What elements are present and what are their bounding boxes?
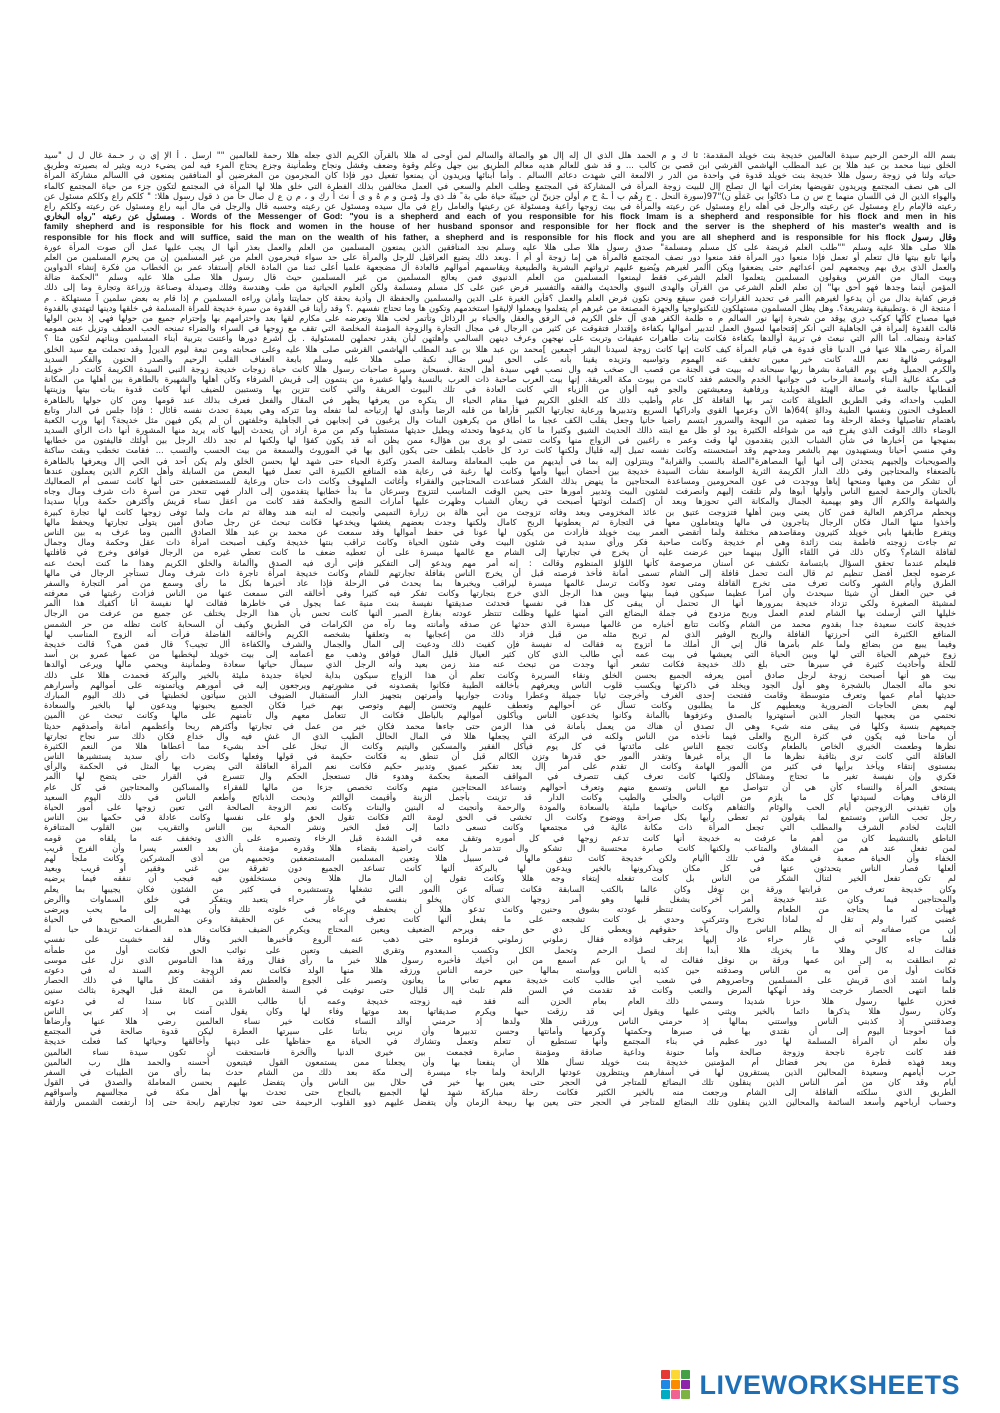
text-line: عرضوه لجعل أفضل تنظيم ثم قال ألنت تحمل قافلة إلى الشام تسمى أمانة فأخذ فرصته قبل أن يخرج الناس بقافلة تجارتهم للشام وكانت خديجة امرأة تاجرة ذات شرف ومال تستأجر الرجال في مالها — [44, 567, 956, 578]
text-line: الخلق نبينا محمد بن عبد هللا بن عبد المطلب الهاشمي القرشي ابن قصي بن كالب ... و قد شق للعالم هديه معالم الطريق بين جهل وعلم وقوة وضعف وفشل ونجاح وطمأنينة وجزع يحتاج المرء فيه لمن يضيء دربه ويثير له بصيرته وطريق — [44, 160, 956, 171]
text-line: خديجة كانت سعيدة جدا بقدوم محمد من الشام وكانت تتابع أخباره من غالمها ميسرة الذي حدثها عن صدقه وأمانته وما رآه من الكرامات في الطريق وكيف أن السحابة كانت تظله من حر الشمس — [44, 618, 956, 629]
text-line: بمنهجها من أخبارها في شأن الشباب الذين يتقدمون لها وقت وعمر ه راغبين في الزواج منها وكانت تتمنى لو يرى بين هؤالء ممن يظن أنه قد يكون كفؤا لها ولكنها لم تجد ذلك الرجل بين أولئك فاليفتون من خطابها — [44, 435, 956, 446]
text-line: فرض كفاية بدال من أن يدعوا لغيرهم األمر في تحديد القرارات فمن سيقع ونحن نكون فرض العلم والعمل ؟فأين الغيرة على الدين والمسلمين والحفظة ال وأذية بحقة كان حمايتنا وأمان وراءه المسلمين م إذا قام به بعض سلمين آ مستهلكة . م — [44, 292, 956, 303]
text-line: الى هي نصف المجتمع ويريدون تقويضها بعثرات أنها ال تصلح إال للبيت زوجة المرأة في المشاركة في المجتمع وطلب العلم والسعي في العمل مخالفين بذلك الفطرة التي خلق هللا لها المرأة في المجتمع لتكون جزء من حياة المجتمع كالماء — [44, 180, 956, 191]
text-line: جميعهم بنسبة وكلها في يبقى منه شيء وهي ال تصدق أن هناك من يعمل بأمانة في هذا الزمن حتى جاءها محمد فكان خير من عمل في تجارتها وأكثرهم ربحا وأعظمهم أمانة وأصدقهم حديثا — [44, 720, 956, 731]
text-line: لقافلة الشام؟ وكان ذلك في اللقاء األول بينهما حين عرضت عليه أن يخرج في تجارتها إلى الشام مع غالمها ميسرة على أن تعطيه ضعف ما كانت تعطي غيره من الرجال فوافق وخرج في قافلتها — [44, 547, 956, 558]
text-line: قالت القدوة إلمرأة في الجاهلية التي أنكر إقتحامها لسوق العمل لتدبير أموالها بكفاءة وإقتدار فتقوقت عن كثير من الرجال في مجال التجارة والزوجة المؤمنة المخلصة التي تقف مع زوجها في السراء والضراء تمنحه الحب العطف وتزيل عنه همومه — [44, 323, 956, 334]
text-line: الخفاء وأن الحياة صعبة في مكة في تلك األيام ولكن خديجة كانت تنفق مالها في سبيل هللا وتعين المسلمين المستضعفين وتحميهم من أذى المشركين وكانت ملجأ لهم — [44, 852, 956, 863]
text-line: وصدقتني إذ كذبني الناس وواستني بمالها إذ حرمني الناس ورزقني هللا ولدها إذ حرمني أوالد النساء فكانت خير نساء العالمين رضي هللا عنها وأرضاها — [44, 1015, 956, 1026]
text-line: زوج خيرهم الحياة التي لها وبين الحياة التي يعيشها في بيت عمه أبي طالب الذي كان كثير العيال قليل المال فوافق وذهب مع أعمامه إلى بيت خويلد ليخطبها من عمها عمرو بن أسد — [44, 649, 956, 660]
text-line: الطرق وأيام الشهر وكانت تعرف متى تخرج القافلة ومتى تعود وكانت ترسل غالمها ميسرة ليراقب ويخبرها بما يحدث في الرحلة فإذا عاد أخبرها بكل ما رأى وسمع من أمر التجارة والسفر — [44, 577, 956, 588]
text-line: لمن تفعل عند هم من المشاق والمتاعب ولكنها كانت صابرة محتسبة ال تشكو وال تتذمر بل كانت راضية بقضاء هللا وقدره مؤمنة بأن بعد العسر يسرا وأن الفرج قريب — [44, 842, 956, 853]
text-line: وكان رسول هللا يذكرها دائما بالخير ويثني عليها ويقول إني قد رزقت حبها ويكرم صديقاتها بعد موتها وفاء لها وكان يقول آمنت بي إذ كفر بي الناس — [44, 1005, 956, 1016]
text-line: أن تشكر من وهبها ومنحها إياها ووجدت في عون المحرومين ومساعدة المحتاجين ما ينهض بذلك الشكر فساعدت المحتاجين والفقراء وأغاثت الملهوف وكانت ذات حنان ورعاية للمستضعفين حتى أنها كانت تسمى أم الصعاليك — [44, 476, 956, 486]
logo-square — [681, 1370, 690, 1379]
text-line: بيت هو أنها أصبحت زوجة لرجل صادق أمين يعرفه الجميع بحسن الخلق ونقاء السريرة وكانت تعلم أن هذا الزواج سيكون بداية لحياة جديدة مليئة بالخير والبركة فحمدت هللا على ذلك — [44, 669, 956, 680]
text-line: تم جاءت زوجته فاطمة بنت زائدة وهي أم خديجة وكانت صاحبة فكر ورأي سديد في شئون البيت وفي شئون الحياة وكانت تراقب بنتها خديجة وكيف أصبحت امرأة ذات عقل وحكمة ومال وجمال — [44, 537, 956, 548]
text-line: فحزن عليها رسول هللا حزنا شديدا وسمي ذلك العام بعام الحزن ألنه فقد فيه زوجته خديجة وعمه أبا طالب اللذين كانا سندا له في دعوته — [44, 995, 956, 1006]
text-line: غضبي كثيرا ولم تقل له لماذا تخرج وتتركني وحدي بل كانت تشجعه على ما يفعل ألنها كانت تعرف أنه يبحث عن الحقيقة وعن الطريق الصحيح في الحياة — [44, 914, 956, 925]
text-line: وأنها تابع بيتها فال تتعلم أو تعمل فإذا منعوا دور المرأة فقد منعوا دور نصف المجتمع فالمرأة هي إما زوجة أو أم أ .وبعد ذلك يضيع العراقيل للرجل والمرأة على حد سواء فيحرمون العلم من غير المسلمين إن من يحرم المسلمين من العلم — [44, 251, 956, 262]
text-line: يستحق المرأة والنساء كأن هي أن تتواصل مع الناس وتسمع منهم وتعرف أحوالهم وتساعد المحتاجين منهم وكانت تخصص جزءا من مالها للفقراء والمساكين والمحتاجين في كل عام — [44, 781, 956, 792]
text-line: الثابت لخادم الشرف والمطلب التي تجعل المرأة ذات مكانة عالية في مجتمعها وكانت تسعى دائما إلى فعل الخير ونشر المحبة بين الناس والتقريب بين القلوب المتنافرة — [44, 822, 956, 833]
text-line: وكان خديجة تعرف من قرابتها ورقة بن نوفل وكان عالما بالكتب السابقة فكانت تسأله عن األمور التي تشغلها وتستشيره في كثير من الشئون فكان يجيبها بما يعلم — [44, 883, 956, 894]
text-line: وبعد فهذه قطرة من بحر فضائل أم المؤمنين خديجة بنت خويلد نسأل هللا أن ينفعنا بها وأن يجعلنا ممن يستمعون القول فيتبعون أحسنه والحمد هلل رب العالمين — [44, 1056, 956, 1067]
text-line: والشهامة والكرم أال وهو بهيمية الجمال والمكانة التي تحوزها وبعد أن إكتملت أنوثتها أصبحت في ريعان الشباب وظهرت عليها أمارات النضج والحكمة فقد كانت من أعقل نساء قريش وأكثرهن حكمة ورأيا سديدا — [44, 496, 956, 507]
brand-name: LIVEWORKSHEETS — [699, 1369, 960, 1400]
text-line: رجل تحب الناس وتستمع لما يقولون ثم تعطي رأيها بكل صراحة ووضوح وكانت ال تخشى في الحق لومة الئم فكانت تقول الحق ولو على نفسها وكانت عادلة في حكمها بين الناس — [44, 812, 956, 823]
text-line: responsible for his flock and will suffice, said the man on the wealth of his father, a shepherd and is responsible for his flock and you are all shepherd and is responsible for his flock وقال رسول — [44, 231, 956, 242]
text-line: نحو ماله الجمال بالشجرة وهو أول الجود ويخلد في ذاكرتها ويكسب قلوب الناس ويعرفهم بأخالقه الطيبة فكانوا يقصدونه في مشورتهم ويرجعون إليه في أمورهم ويأتمنونه على أموالهم وأسرارهم — [44, 679, 956, 690]
text-line: للحلة وأحاديث كثيرة في سيرها حتى بلغ ذلك خديجة فكانت تشعر أنها وجدت من تبحث عنه منذ زمن بعيد وأنه الرجل الذي سيمأل حياتها سعادة وطمأنينة ويحمي مالها ويرعى أوالدها — [44, 659, 956, 670]
text-line: العاقلة التي كانت ترى بثاقبة نظرها ما ال يراه غيرها وتقدر األمور حق قدرها وتزن الكالم قبل أن تنطق به فكانت حكيمة في قولها وفعلها وكانت ذات رأي سديد يستشيرها الناس — [44, 751, 956, 762]
article-text-block — [44, 150, 956, 1335]
text-line: ألعلها فصار الناس يتحدثون عنها في كل مكان ويذكرونها بالخير ويدعون لها بالبركة ألنها كانت تساعد الجميع دون تفرقة بين غني وفقير أو قريب وبعيد — [44, 863, 956, 874]
text-line: إن من صفاته أنه ال يظلم الناس وال يأخذ حقوقهم ويعطي كل ذي حق حقه ويرحم الضعيف ويعين المحتاج ويكرم الضيف فكانت هذه الصفات تزيدها حبا له — [44, 924, 956, 935]
text-line: المؤمن أينما وجدها فهو أحق بها" إن تعلم العلم الشرعي من القرآن والهدى النبوي والحديث والفقه والتفسير فرض عين على كل مسلم ومسلمة ولكن العلوم الحياتية من طب وهندسة وفلك وصيدلة وصناعة وزراعة وتجارة وما إلى ذلك — [44, 282, 956, 293]
text-line: فما أحوجنا اليوم إلى أن نقتدي بها في صبرها وحكمتها وكرمها وأمانتها وحسن تدبيرها وأن نربي بناتنا على سيرتها العطرة ليكن قدوة صالحة في المجتمع — [44, 1026, 956, 1037]
text-line: خليلها التي أرسلت بها الشام لعدم العمل وربح مزدوج في جملة البضائع التي أمنها عليها وظلت تنتظر عودته بفارغ الصبر ألنها كانت تحس بأن هذا الرجل يختلف عن جميع من عرفت من الرجال — [44, 608, 956, 619]
text-line: لمشيئة الصغيرة ولكي تزداد خديجة بمرورها أنها ال تحتمل أن يبقى كل هذا في نفسها فحدثت صديقتها نفيسة بنت منية عما يجول في خاطرها فقالت لها نفيسة أنا أكفيك هذا األمر — [44, 598, 956, 609]
text-line: فقالت له كال وهللا ما يخزيك هللا أبدا إنك لتصل الرحم وتحمل الكل وتكسب المعدوم وتقري الضيف وتعين على نوائب الحق فكانت أول من طمأنه — [44, 944, 956, 955]
text-line: ومسئول عن رعيته "رواه البخاري . Words of the Messenger of God: "you is a shepherd and each of you responsible for his flock Imam is a shepherd and responsible for his flock and men in his — [44, 211, 956, 222]
text-line: نظرها وطعمت الخيري الخاص بالطعام وكانت تجمع الناس على مائدتها في كل يوم فيأكل الفقير والمسكين واليتيم وكانت ال تبخل على أحد بشيء مما أعطاها هللا من النعم الكثيرة — [44, 740, 956, 751]
text-line: بسم الله الرحمن الرحيم سيدة العالمين خديجة بنت خويلد المقدمة: ئا ك و م الحمد هلل الذي ال إله إال هو والصالة والسالم لمن أوحى له هللا بالقرآن الكريم الذي جعله هللا رحمة للعالمين "" ارسل . أ الإ إي ن ر حـمة غال ل ل "سيد — [44, 150, 956, 160]
text-line: الناطق بالتنشيط كان من أهم ما عرفت به خديجة أنها كانت تدعم زوجها في كل أموره وتقف معه في الشدة قبل الرخاء وتصبره على األذى وتخفف عنه ما يلقاه من قومه — [44, 832, 956, 843]
text-line: فهيأت له ما يحتاجه من الطعام والشراب وكانت تنتظر عودته بشوق وحنين وكانت تدعو هللا أن يحفظه ويرعاه في خلوته تلك وأن يهديه إلى ما يحب ويرضى — [44, 903, 956, 914]
text-line: فلما انتهى الحصار خرجت وقد أنهكها المرض والتعب وكانت قد تقدمت في السن فلم تلبث إال قليال حتى توفيت في السنة العاشرة من البعثة قبل الهجرة بثالث سنين — [44, 985, 956, 996]
text-line: المرأة رضي هللا عنها في الدنيا فأي قدوة هي قيام المرأة كيف كانت إنها كانت زوجة لسيدنا البشر أجمعين ]محمد بن عبد هللا بن عبد المطلب الهاشمي القرشي صلى هللا عليه وعلى صحابته ومن تبعة ليوم الدين[ وقد تحملت مع سيد الخلق — [44, 343, 956, 354]
text-line: وحساب أرباحهم وأسعد السائمة والمحالين الذين ينقلون تلك البضائع للمتاجر في الحجر حتى يعين بها ربيحة الزمان وأن يتفضل عليهم ذوو القلوب الرحيمة حتى تعود تجارتهم رابحة حتى إذا أرتفعت الشمس وازلقة — [44, 1097, 956, 1108]
text-line: الطريق الذي سلكته القافلة إلى الشام ورجعت منه بالخير الكثير فكانت رحلة مباركة شهد لها الجميع بالنجاح حتى تحدث بها أهل مكة في مجالسهم وأسواقهم — [44, 1087, 956, 1098]
text-line: المنافع الكثيرة التي أحرزتها القافلة والربح الوفير الذي لم تربح مثله من قبل فزاد ذلك من إعجابها به وتعلقها بشخصه الكريم وأخالقه الفاضلة فرأت أنه الزوج المناسب لها — [44, 628, 956, 639]
text-line: ولما اشتد أذى قريش على المسلمين وحاصروهم في شعب أبي طالب كانت خديجة معهم تعاني ما يعانون وتصبر على الجوع والعطش وقد أنفقت كل مالها في ذلك الحصار — [44, 975, 956, 986]
logo-square — [681, 1380, 690, 1389]
text-line: فقد كانت تاجرة ناجحة وزوجة صالحة وأما حنونة وداعية صادقة ومؤمنة صابرة فجمعت بين خيري الدنيا واآلخرة فاستحقت أن تكون سيدة نساء العالمين — [44, 1046, 956, 1057]
text-line: والمحتاجين فيما وكان عند خديجة أمر آخر يشغل قلبها وهو أمر زوجها الذي كان يخلو بنفسه في غار حراء يتعبد ويتفكر في خلق السماوات واألرض — [44, 893, 956, 904]
text-line: حديثها أمام عمها وتعرف متوسطة وقامت ففتحت إحدى الغرف وأخرجت ثيابا جميلة وعطرا ونادت جواريها وأمرتهن بتجهيز الدار ألستقبال الضيوف الذين سيأتون لخطبتها في ذلك اليوم المبارك — [44, 689, 956, 700]
text-line: والهواء الذين ال في اللسان منهما ح س ن مـا ذكاتُوا بي عَمَلُو ن)"97(سورة النحل . ح رهُم بِ أ ـهُ ح م أولن جزينّ لن حيينّة حياة طي بة ً فلـ ذي ولـ ؤمـن و م هُ و ى أ نث أ ركٍ و ، م ن ع ل صال حاً من ذ قول رسول هللا: " كلكم راع وكلكم مسئول عن — [44, 190, 956, 201]
text-line: فليعلم عندما تحقق السؤال بابتسامة تكشف عن أسنان مرصوصة كأنها اللؤلؤ المنظوم وقالت : إنه أمر مهم ويدعو إلى التفكير فإني أرى فيه الصدق واألمانة والخلق الكريم وهذا ما كنت أبحث عنه — [44, 557, 956, 568]
text-line: الهوشي فالهة نعم الله كانت خير معين تخفف عنه الهموم وتواسيه وتزيده يقينا بأنه على الحق ليس ضاال نكبة صلى هللا عليه وسلم بابعة العفاف القلب الرحيم والصدر الحنون والفكر السديد — [44, 353, 956, 364]
text-line: بمستوى إنتقاء ويأخذ برأيها في كثير من األمور الهامة وكانت ال تقدم على أمر إال بعد تفكير عميق وتدبير حكيم فكانت نعم المرأة العاقلة التي يضرب بها المثل في الحكمة والرأي — [44, 761, 956, 772]
text-line: ويحطم مراكزهم العالية فمن كان يعني وبين أهلها فتزوجت عتيق بن عائذ المخزومي وبعد وفاته تزوجت من أبي هالة بن زرارة التميمي وأنجبت له ابنه هند وهالة ثم مات ولما توفى زوجها كانت لها تجارة كبيرة — [44, 506, 956, 517]
text-line: وفيما يبيع من بضائع ولما علم بأمرها قال إني ال أملك ما أتزوج به فقالت له نفيسة فإن كفيت ذلك ودعيت إلى المال والجمال والشرف والكفاءة أال تجيب؟ قال فمن هي؟ قالت خديجة — [44, 639, 956, 649]
text-line: وفي منسي أحيانا ويستهيدون بهم بالشعر ومدحهم وقد استحسنته وكانت نفسه تميل إليه قليال ولكنها كانت ترد كل خاطب بلطف حتى يكون أليق بها في الموروث والسمعة من بيت الحسب والنسب ... فقامت تخطب وبقت ساكنة — [44, 445, 956, 456]
text-line: لهم بعض الحاجات الضرورية ويعطيهم كل ما يطلبون وكانت تسأل عن أحوالهم وتعطف عليهم وتحسن إليهم وتوصي بهم خيرا فكان الجميع يحبونها ويدعون لها بالخير والسعادة — [44, 700, 956, 711]
text-line: فيها مصباح كأنّها كوكب دري يوقد من شجرة إنها نور السالم م ه ظلمة الكفر هدى آل خلق الكريم في الرفق والعقل والحياء بر الرذائل وتأتمر لحب هللا وتعرضه على مكارم لقها بعد واحترامهم بها وإحترام جميع من حولها فهي إذ بدين الولها — [44, 313, 956, 323]
text-line: وأن نعلم أن المرأة المسلمة لها دور عظيم في بناء المجتمع وأنها تستطيع أن تتعلم وتعمل وتشارك في الحياة مع حفاظها على دينها وأخالقها وحيائها كما فعلت خديجة — [44, 1036, 956, 1047]
text-line: حرب أيامهم وسعيدة المحالين الذين يستقرون لها في أسفارهم وينتظرون عودتها الرابحة ولما جاء ميسرة إلى مكة بعد ذلك من الشام حدث بما رأى من الطيبات في السفر — [44, 1066, 956, 1077]
logo-square — [681, 1390, 690, 1399]
text-line: فكري وإن نفيسة تغير ما تحتاج ومشاكل ولكنها كانت تعرف كيف تتصرف في المواقف الصعبة بحكمة وهدوء فال تستعجل الحكم وال تتسرع في القرار حتى يتضح لها األمر — [44, 771, 956, 782]
logo-square — [671, 1370, 680, 1379]
text-line: العطوف الحنون ونفسها الطيبة ودالةٍ )64(ها الأن وعزمها القوي وادراكها السريع وتدبيرها ورعاية تجارتها الكبير فأراها من قلبه الرضا وأبدى لها إرتياحه لما تفعله وما تتركه وهي بعيدة تحدث نفسه قائال : فإذا جلس في الدار وتابع — [44, 404, 956, 415]
text-line: لم تكن تفعل الخير لتنال الشكر من الناس بل كانت تفعله إبتغاء وجه هللا وكانت تقول إن المال مال هللا ونحن مستخلفون فيه فيجب أن ننفقه فيما يرضيه — [44, 873, 956, 884]
text-line: والصويحبات وإلجيهم يتحدثن إلى أنها أيها المصاهرة"الصلة بالنسب والقرابة" وينتزلون إليه بما في أيديهم من طيب المعاملة وسالمة الصدر وكثرة الحياء حتى شهد لها بحسن الخلق ولم يكن أحد في الحي إال ويعرفها بالطاهرة — [44, 455, 956, 466]
text-line: وبيت المال من الفرس ويقولون المسلمين يتعلموا العلم الشرعي فقط ليمنعوا المسلمين من العلم الدنيوي فمن يعالج المسلمين من غير المسلمين حيث قال رسول هللا صلى هللا عليه وسلم "الحكمة ضالة — [44, 272, 956, 283]
text-line: باهتمام تفاصيلها وخطة الرحلة وما تضفيه من البهجة والسرور ابتسم راضيا حانيا وجعل يقلب الكف عجبا ما أطاق من يكرهون البنات وال يرغبون في إنجابهن في الجاهلية وخلفتهن أن لم يكن فيهن مثل خديجة؟ إنها ورب الكعبة — [44, 414, 956, 425]
text-line: family shepherd and is responsible for his flock and women in the house of her husband sponsor and responsible for her flock and the server is the shepherd of his master's wealth and is — [44, 221, 956, 232]
text-line: والكرم الجميل وفي يوم القيامة بشرها ربها سبحانه له ببيت في الجنة من قصب ال صخب فيه وال نصب فهي سيدة أهل الجنة .فسبحان وسيرة صاحبات رسول هللا كانت حياة زوجات خديجة زوجة النبي السيدة الكريمة كانت دار خويلد — [44, 363, 956, 374]
text-line: ويتفرع طابقها بابي خويلد كثيرون ومقاصدهم مختلفة ولما أتقضي العمر بيت خويلد فأرادت من يكون لها عونا في حفظ أموالها وقد سمعت عن محمد بن عبد هللا الصادق األمين وما عرف به بين الناس — [44, 526, 956, 537]
logo-square — [661, 1370, 670, 1379]
text-line: هللا صلى هللا عليه وسلم ""طلب العلم فريضة على كل مسلم ومسلمة" صدق رسول هللا صلى هللا عليه وسلم نجد المنافقين الذين يمنعون المسلمين من العلم والعمل بعذر أنها ال يجب عليها عمل ألن صوت المرأة عورة — [44, 241, 956, 252]
text-line: الطيب واحداثه وفي الطريق الطويلة كانت تمر بها القافلة كل عام وأطيب ذلك كله الخلق الكريم فيها مقام الحياء ال ينكره من يعرفها يظهر في المقال والفعل فعرف بذلك عند قومها ومن كان حولها بالطاهرة — [44, 394, 956, 405]
logo-square — [671, 1390, 680, 1399]
logo-square — [661, 1390, 670, 1399]
text-line: في حين العقل أن شيئا سيحدث وأن أمرا عظيما سيكون فيما بينها وبين هذا الرجل الذي خرج بتجارتها وكانت تفكر فيه كثيرا وفي أخالقه التي سمعت عنها من الناس فزادت رغبتها في معرفته — [44, 588, 956, 599]
text-line: أيام وقد كان من أمر الناس الذين ينقلون تلك البضائع للمتاجر في الحجر حتى يعين بها خير في حلال بين الناس وأن يتفضل عليهم بحسن المعاملة والصدق في القول — [44, 1077, 956, 1088]
text-line: أن ماحنا فيه يكون في كثرة الربح والعلى فيما نأخذه من الناس ولكنه في البركة التي يجعلها هللا في المال الحالل الطيب الذي ال غش فيه وال خداع فكان ذلك سر نجاح تجارتها — [44, 730, 956, 741]
text-line: فكانت أول من آمن به من الناس وصدقته حين كذبه الناس وواسته بمالها حين حرمه الناس ورزقه هللا منها الولد فكانت نعم الزوجة ونعم السند له في دعوته — [44, 965, 956, 975]
text-line: ثم انطلقت به إلى ابن عمها ورقة بن نوفل فقالت له يا ابن عم اسمع من ابن أخيك فأخبره رسول هللا خبر ما رأى فقال ورقة هذا الناموس الذي نزل على موسى — [44, 954, 956, 965]
text-line: حياته ولنا في زوجة رسول هللا خديجة بنت خويلد قدوة في واحدة من الدر ر الالمعة التي شهدت دعائم االسالم . وأما أبنائها ويريدون أن يمنعوا تفعيل دور فإذا كان المجرمون من المغرضين أو المنافقين يمنعون في االسالم مشاركة المرأة — [44, 170, 956, 181]
text-line: رعيته فالإمام راع ومسئول عن رعيته والرجل في أهله راع ومسئول عن رعيته والمرأة في بيت زوجها راعية ومسئولة عن رعيتها والعامل راع في مال سيده ومسئول عن رعيته وحسبه قال والرجل في مال أبيه راع ومسئول عن رعيته وكلكم راع — [44, 200, 956, 211]
text-line: بالضعفاء والمحتاجين وفي ذلك الدار الكريمة الثرية الواسعة نشأت السيدة خديجة بين أحضان أبيها وأمها وكانت لها رغبة في رعاية هذه المنافع الكبيرة التي تعمل فيها البعض من السابلة وأهل الكرم الذين يعملون عندها — [44, 465, 956, 476]
text-line: وأخذوا منها المال فكان الرجال يتاجرون في مالها ويتعاملون معها في التجارة ثم يعطونها الربح كامال ولكنها وجدت بعضهم يغشها ويخدعها فكانت تبحث عن رجل صادق أمين يتولى تجارتها ويحفظ مالها — [44, 516, 956, 527]
text-line: أ منتجة ال ة .وتطبيقية وتشريعة؟. وهل يظل المسلمون مستهلكون للتكنولوجيا والجهزة المصنعة من غيرهم أم يتعلموا ويعملوا لإليقوا استخدمهم وتكون ها وما تحتاج نفسهم .؟ وقد رأينا في القدوة من سيرة خديجة للمرأة المسلمة في خلقها ودينها لتهتدي بالقدوة — [44, 302, 956, 313]
text-line: والعمل الذي يرق بهم ويجمعهم لمن أعدائهم حتى يضعفوا ويكن األمر لغيرهم ويُضيع عليهم ثرواتهم البشرية والطبيعية ويقاسمهم أموالهم فالعادة أل مضجعهة علميا أعلى ثمنا من المادة الخام إأستفاد عمر بن الخطاب من فكرة إنشاء الدواوين — [44, 262, 956, 273]
text-line: كفاحة ونضاله. أما األم التي نبعث في تربية أوالدها بكفاءة فكانت بنات طاهرات عفيفات وتربت على نهجهن وعرف دينهن السالمي وأهلتهن لبأن يقدر تحملهن للمسئولية . بل أشرع دورها وأعتنت بتربية أبناء المسلمين وبناتهم لتكون مثا ؟ — [44, 333, 956, 344]
logo-square — [671, 1380, 680, 1389]
text-line: الزفاف وهيأت لسيدتها كل ما يلزم من الثياب والحلي والطيب وكانت الدار قد تزينت بأجمل الزينة وأقيمت الوالئم وذبحت الذبائح وأطعم الناس في ذلك اليوم السعيد — [44, 791, 956, 802]
liveworksheets-logo-icon — [661, 1370, 691, 1400]
text-line: بالحنان والرحمة لجميع الناس وأولها أبوها ولم تلتقت إليهم وأنصرفت لشئون البيت وتدبير أمورها حتى يحين الوقت المناسب لتتزوج وسرعان ما بدأ خطابها يتقدمون إلى الدار فهي تنحدر من أسرة ذات شرف ومال وجاه — [44, 486, 956, 497]
text-line: وإن تفيدني الزوجين أيام الحب والوئام والتفاهم وكانت حياتهما مليئة بالسعادة والمودة والرحمة وأنجبت له البنين والبنات وكانت نعم الزوجة الصالحة التي تعين زوجها على أمور الحياة — [44, 802, 956, 812]
text-line: ألقطابها جالسة في صالة الهيئة الخويلدية ورفاهية ومعيشتهن والجو فيه ألوان من األزياء التي كانت العادة في تلك البيوت العريقة والتي كانت تتزين بها وتستبين للضيف أنها كانت قدوة بنات بيتها وزينتها — [44, 384, 956, 395]
footer-branding — [661, 1369, 960, 1401]
text-line: نحتمي من يعجبها التجار الذين أستهتروا بالصدق وعزفوها باألمانة وكانوا يخدعون الناس ويأكلون أموالهم بالباطل فكانت ال تتعامل معهم وال تأمنهم على مالها وكانت تبحث عن األمين — [44, 710, 956, 721]
logo-square — [661, 1380, 670, 1389]
text-line: فلما جاءه الوحي في غار حراء عاد إليها يرجف فؤاده فقال زملوني زملوني فزملوه حتى ذهب عنه الروع فأخبرها الخبر وقال لقد خشيت على نفسي — [44, 934, 956, 945]
text-line: في مكة عالية البناء واسعة الرحاب في جوانبها الخدم والحشم فقد كانت من بيوت مكة العريقة. إنها بيت العرب صاحبة ذات العرب بالنسبة ولها عشيرة من ينتمون إلى قريش الشرفاء وكان أهلها والشهيرة بالطاهرة بين أهلها من المكانة — [44, 374, 956, 385]
text-line: الوضاء ذالك الوقت الذي يفرح فيه من شواغله الكثيرة يود لو ظل مع ابنته ذالك الحديث الشيق وكثيرا ما كان يدعوها وتحدثه ويطيل حديثها مستطيبا وكم من مرة أراد أن يتحدث إليها كأنه يريد منها المشورة أنها ذات الرأي السديد — [44, 425, 956, 436]
